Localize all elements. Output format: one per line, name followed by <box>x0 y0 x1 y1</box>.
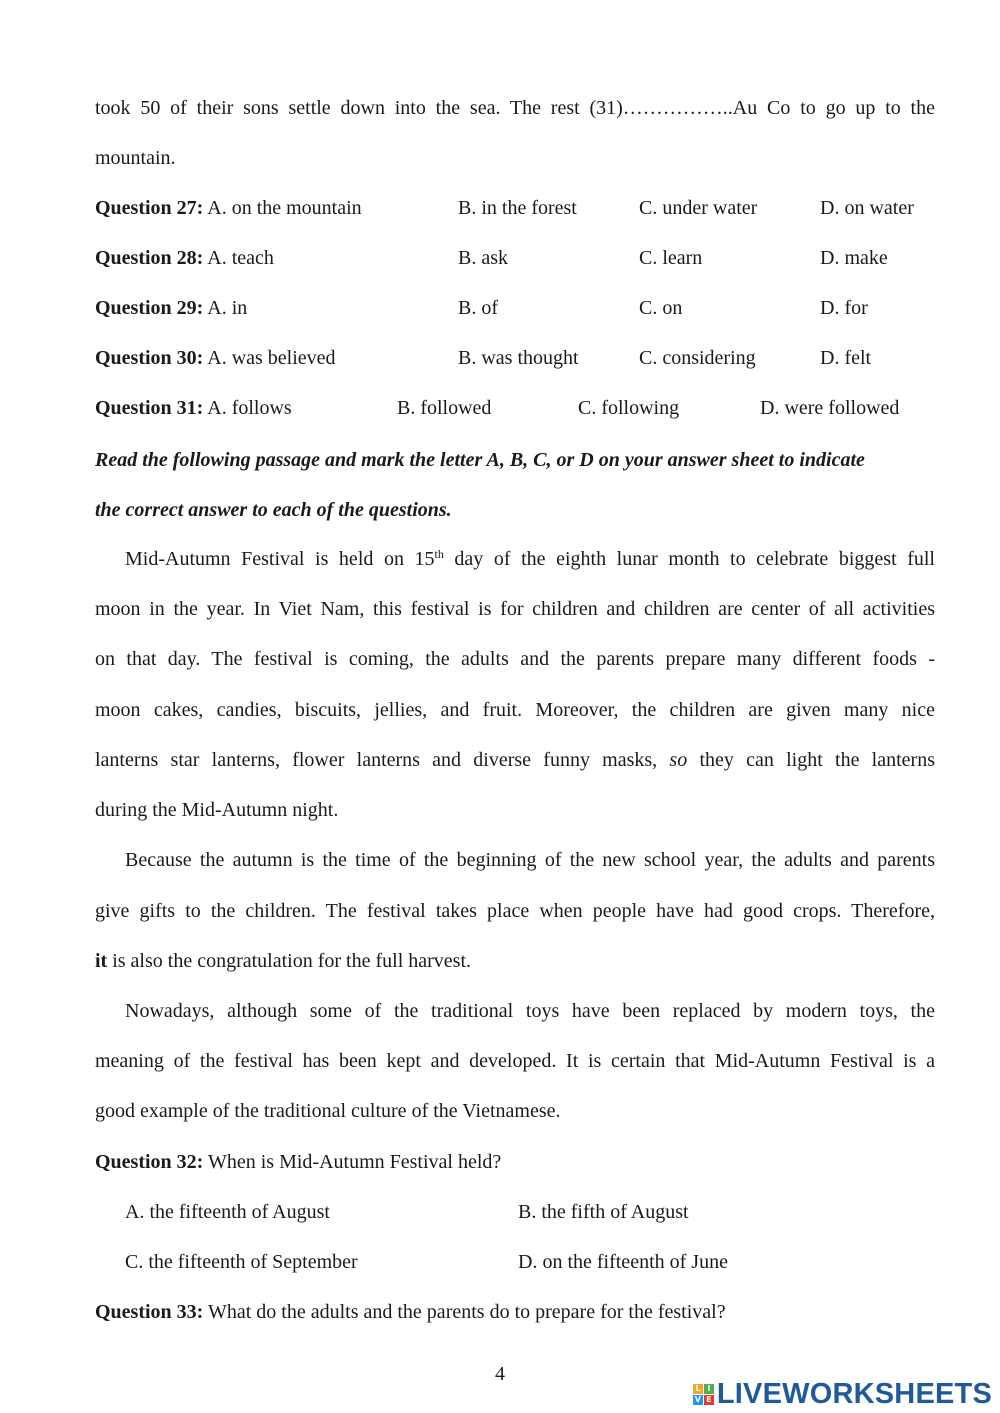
page-number: 4 <box>495 1363 505 1385</box>
passage-line: during the Mid-Autumn night. <box>95 799 339 821</box>
passage-line: Because the autumn is the time of the beginning of the new school year, the adults and parents <box>125 849 935 871</box>
option-d[interactable]: D. on water <box>820 197 914 219</box>
question-label: Question 30: <box>95 347 204 369</box>
passage-prev-line-1: took 50 of their sons settle down into the sea. The rest (31)……………..Au Co to go up to the <box>95 97 935 119</box>
highlighted-word: it <box>95 950 108 972</box>
option-b[interactable]: B. in the forest <box>458 197 577 219</box>
question-label: Question 32: <box>95 1151 204 1173</box>
passage-line: good example of the traditional culture of the Vietnamese. <box>95 1100 561 1122</box>
option-b[interactable]: B. of <box>458 297 498 319</box>
option-a[interactable]: A. on the mountain <box>207 197 362 219</box>
option-c[interactable]: C. learn <box>639 247 703 269</box>
option-b[interactable]: B. was thought <box>458 347 579 369</box>
passage-line: Nowadays, although some of the traditional toys have been replaced by modern toys, the <box>125 1000 935 1022</box>
liveworksheets-logo <box>693 1377 992 1411</box>
logo-letter: E <box>704 1395 714 1405</box>
question-label: Question 29: <box>95 297 204 319</box>
text-run: they can light the lanterns <box>687 749 935 771</box>
option-c[interactable]: C. the fifteenth of September <box>125 1251 358 1273</box>
passage-line: give gifts to the children. The festival takes place when people have had good crops. Therefore, <box>95 900 935 922</box>
text-run: is also the congratulation for the full harvest. <box>107 950 472 972</box>
text-run: lanterns star lanterns, flower lanterns and diverse funny masks, <box>95 749 670 771</box>
text-run: Mid-Autumn Festival is held on 15 <box>125 548 435 570</box>
text-run: day of the eighth lunar month to celebrate biggest full <box>443 548 935 570</box>
option-d[interactable]: D. on the fifteenth of June <box>518 1251 728 1273</box>
ordinal-suffix: th <box>434 547 444 561</box>
passage-prev-line-2: mountain. <box>95 147 176 169</box>
option-a[interactable]: A. the fifteenth of August <box>125 1201 330 1223</box>
passage-line: moon cakes, candies, biscuits, jellies, and fruit. Moreover, the children are given many nice <box>95 699 935 721</box>
question-text: What do the adults and the parents do to prepare for the festival? <box>203 1301 726 1323</box>
option-d[interactable]: D. for <box>820 297 868 319</box>
option-a[interactable]: A. in <box>207 297 248 319</box>
question-label: Question 27: <box>95 197 204 219</box>
question-text: When is Mid-Autumn Festival held? <box>203 1151 502 1173</box>
logo-letter: V <box>694 1394 701 1404</box>
option-b[interactable]: B. the fifth of August <box>518 1201 689 1223</box>
instruction-line-2: the correct answer to each of the questions. <box>95 499 452 521</box>
option-d[interactable]: D. were followed <box>760 397 900 419</box>
option-c[interactable]: C. under water <box>639 197 758 219</box>
option-b[interactable]: B. ask <box>458 247 508 269</box>
liveworksheets-icon <box>693 1384 714 1405</box>
option-c[interactable]: C. considering <box>639 347 756 369</box>
option-a[interactable]: A. follows <box>207 397 292 419</box>
option-c[interactable]: C. following <box>578 397 680 419</box>
option-b[interactable]: B. followed <box>397 397 492 419</box>
passage-line: on that day. The festival is coming, the adults and the parents prepare many different foods - <box>95 648 935 670</box>
logo-letter: I <box>704 1384 714 1394</box>
instruction-line-1: Read the following passage and mark the letter A, B, C, or D on your answer sheet to indicate <box>95 449 865 471</box>
option-a[interactable]: A. teach <box>207 247 274 269</box>
question-label: Question 28: <box>95 247 204 269</box>
option-a[interactable]: A. was believed <box>207 347 336 369</box>
highlighted-word: so <box>669 749 688 771</box>
question-label: Question 33: <box>95 1301 204 1323</box>
option-d[interactable]: D. make <box>820 247 888 269</box>
logo-letter: L <box>693 1384 703 1394</box>
passage-line: meaning of the festival has been kept and developed. It is certain that Mid-Autumn Festival is a <box>95 1050 935 1072</box>
option-c[interactable]: C. on <box>639 297 683 319</box>
option-d[interactable]: D. felt <box>820 347 872 369</box>
logo-text: LIVEWORKSHEETS <box>716 1377 992 1410</box>
question-label: Question 31: <box>95 397 204 419</box>
passage-line: moon in the year. In Viet Nam, this festival is for children and children are center of all activities <box>95 598 935 620</box>
